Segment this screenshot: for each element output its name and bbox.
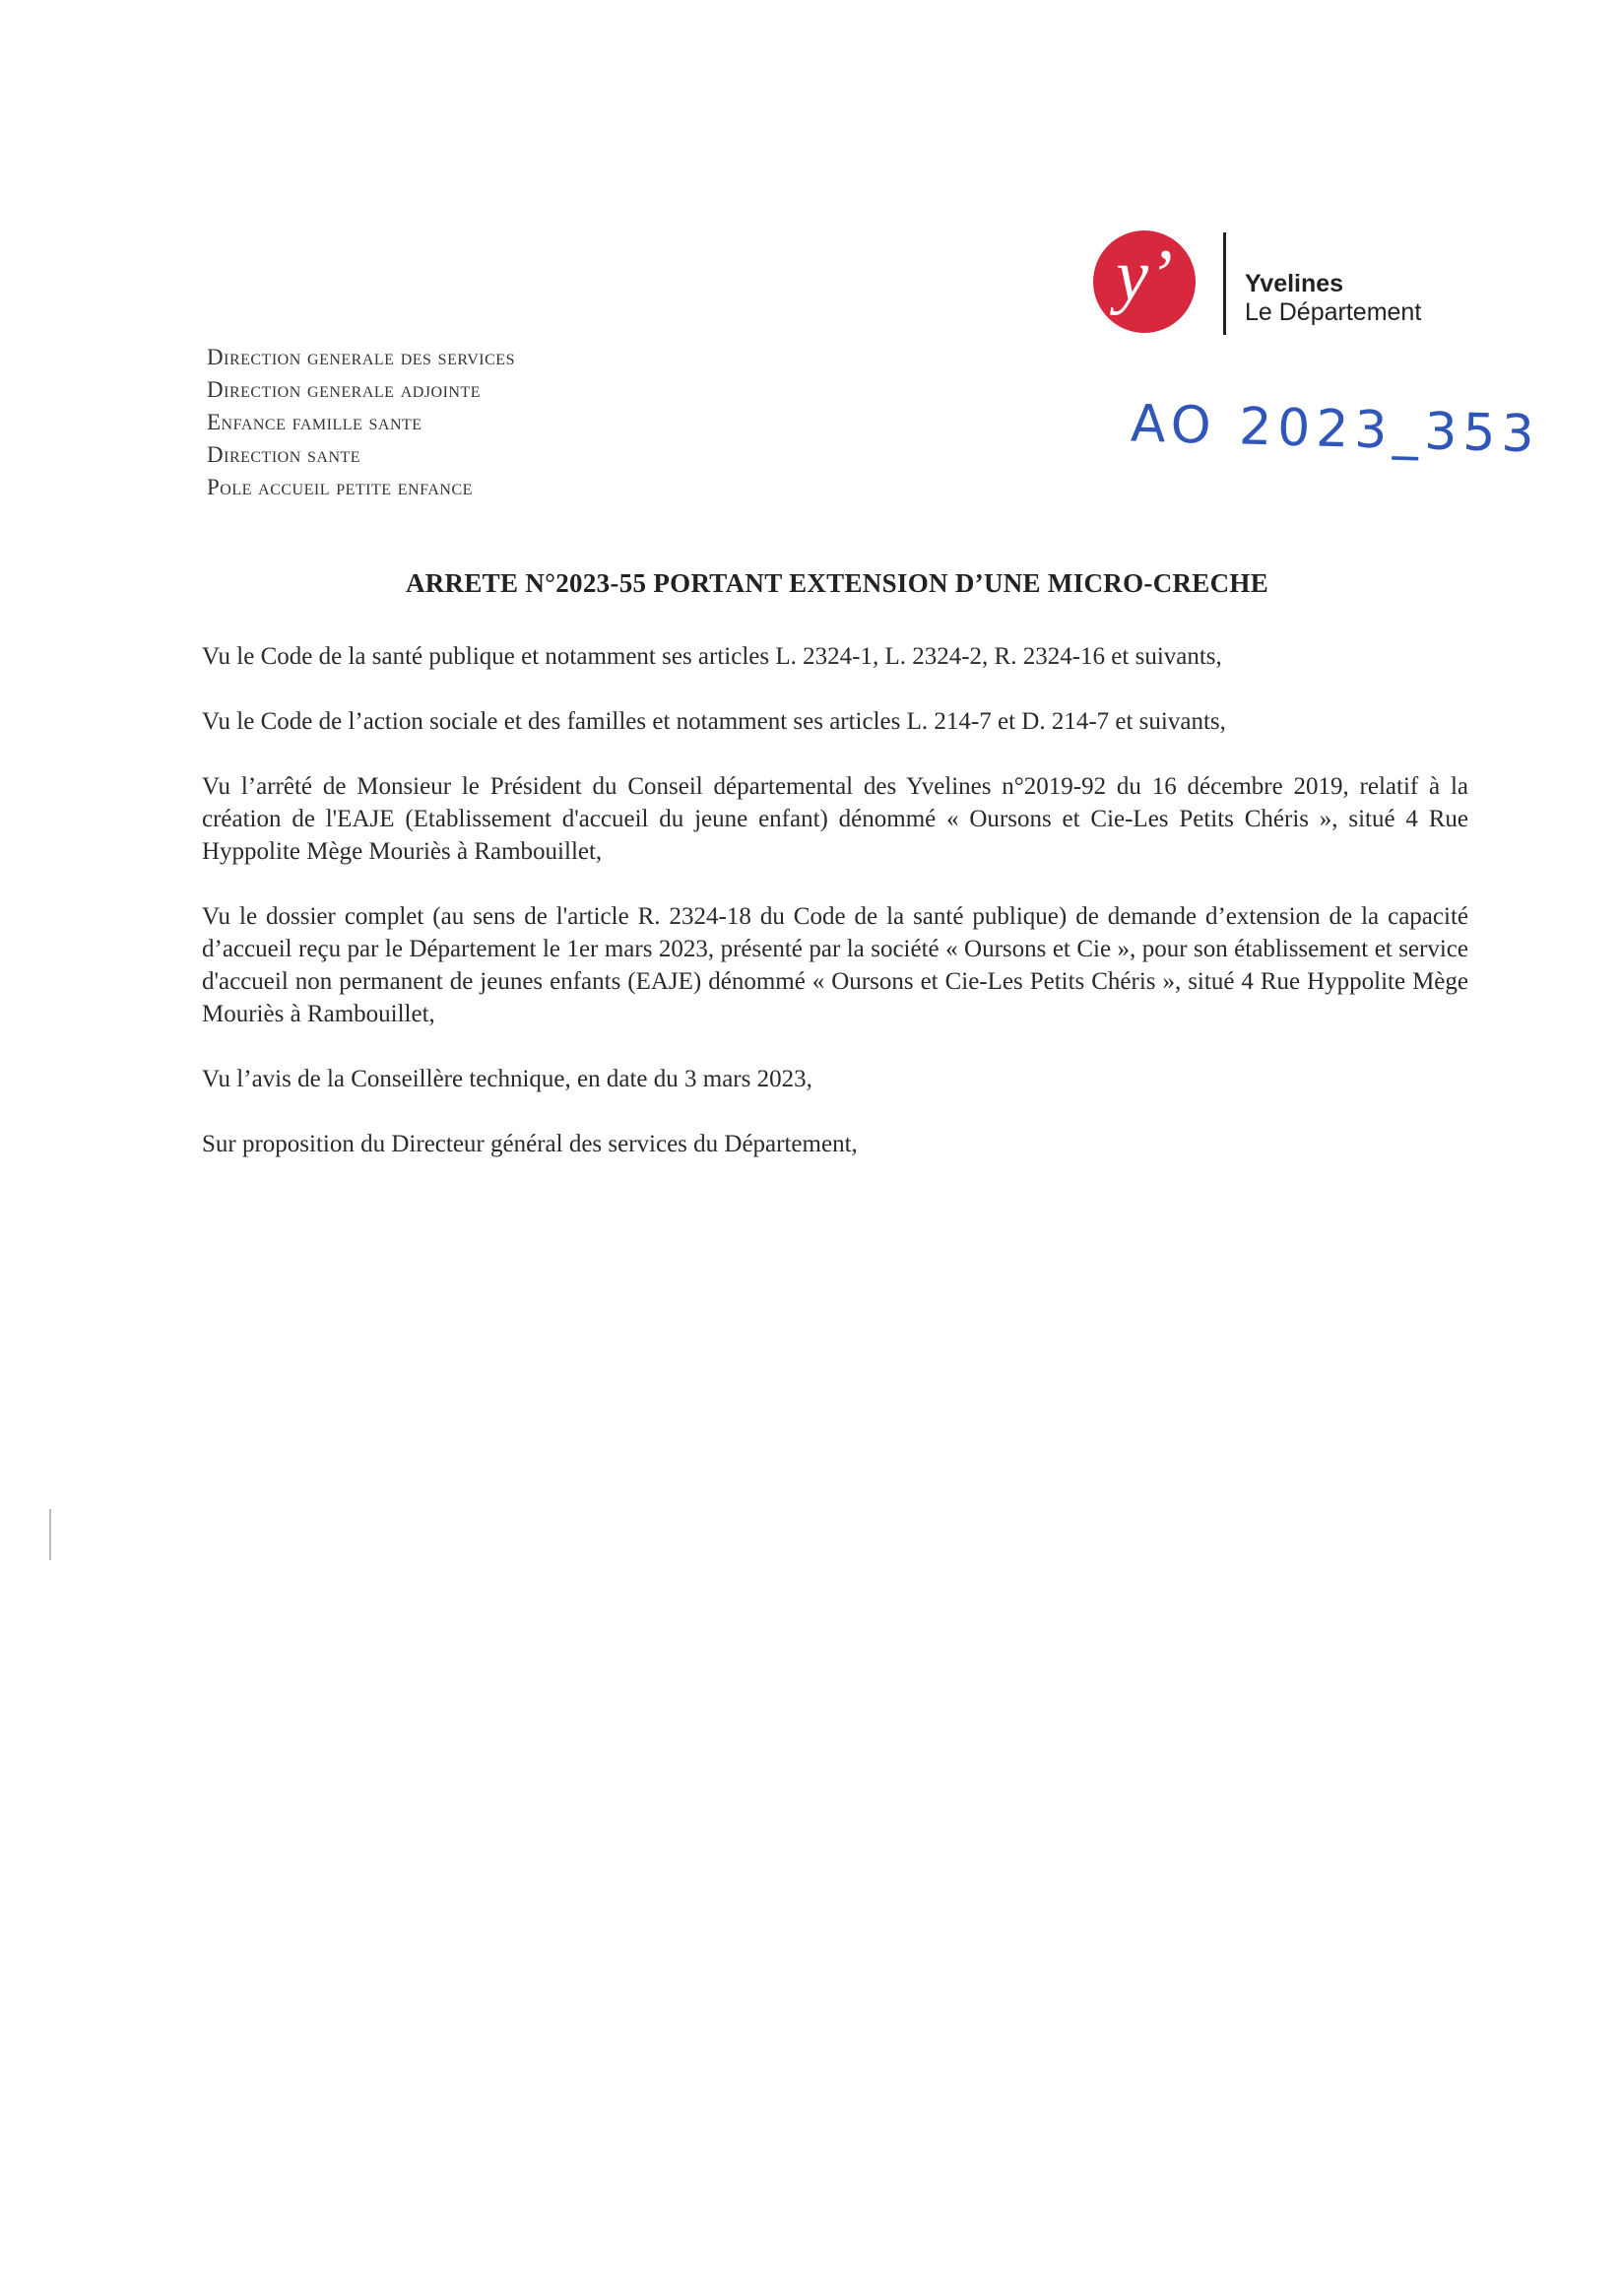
logo-divider (1223, 232, 1226, 335)
paragraph: Vu l’arrêté de Monsieur le Président du Conseil départemental des Yvelines n°2019-92 du 16 décembre 2019, relatif à la création de l'EAJE (Etablissement d'accueil du jeune enfant) dénommé « Oursons et Cie-Les Petits Chéris », situé 4 Rue Hyppolite Mège Mouriès à Rambouillet, (202, 773, 1468, 865)
logo-subtitle: Le Département (1245, 298, 1422, 326)
logo-y-icon: y’ (1093, 230, 1196, 333)
paragraph: Vu l’avis de la Conseillère technique, en date du 3 mars 2023, (202, 1066, 812, 1092)
logo-name: Yvelines (1245, 270, 1344, 297)
handwritten-reference-number: AO 2023_353 (1130, 394, 1541, 465)
document-title: ARRETE N°2023-55 PORTANT EXTENSION D’UNE MICRO-CRECHE (405, 568, 1269, 598)
header-line: Direction sante (207, 442, 361, 467)
yvelines-logo (1093, 229, 1448, 337)
header-line: Direction generale des services (207, 345, 515, 369)
paragraph: Vu le Code de la santé publique et notamment ses articles L. 2324-1, L. 2324-2, R. 2324-16 et suivants, (202, 643, 1222, 670)
document-body (202, 640, 1468, 1193)
scan-artifact-mark (49, 1509, 51, 1560)
header-line: Pole accueil petite enfance (207, 475, 473, 499)
header-line: Enfance famille sante (207, 410, 422, 434)
issuing-department-header (207, 341, 515, 503)
logo-text (1245, 270, 1421, 327)
paragraph: Vu le Code de l’action sociale et des familles et notamment ses articles L. 214-7 et D. 214-7 et suivants, (202, 708, 1226, 735)
paragraph: Sur proposition du Directeur général des services du Département, (202, 1131, 858, 1157)
paragraph: Vu le dossier complet (au sens de l'article R. 2324-18 du Code de la santé publique) de demande d’extension de la capacité d’accueil reçu par le Département le 1er mars 2023, présenté par la société « Oursons et Cie », pour son établissement et service d'accueil non permanent de jeunes enfants (EAJE) dénommé « Oursons et Cie-Les Petits Chéris », situé 4 Rue Hyppolite Mège Mouriès à Rambouillet, (202, 903, 1468, 1027)
header-line: Direction generale adjointe (207, 377, 482, 402)
